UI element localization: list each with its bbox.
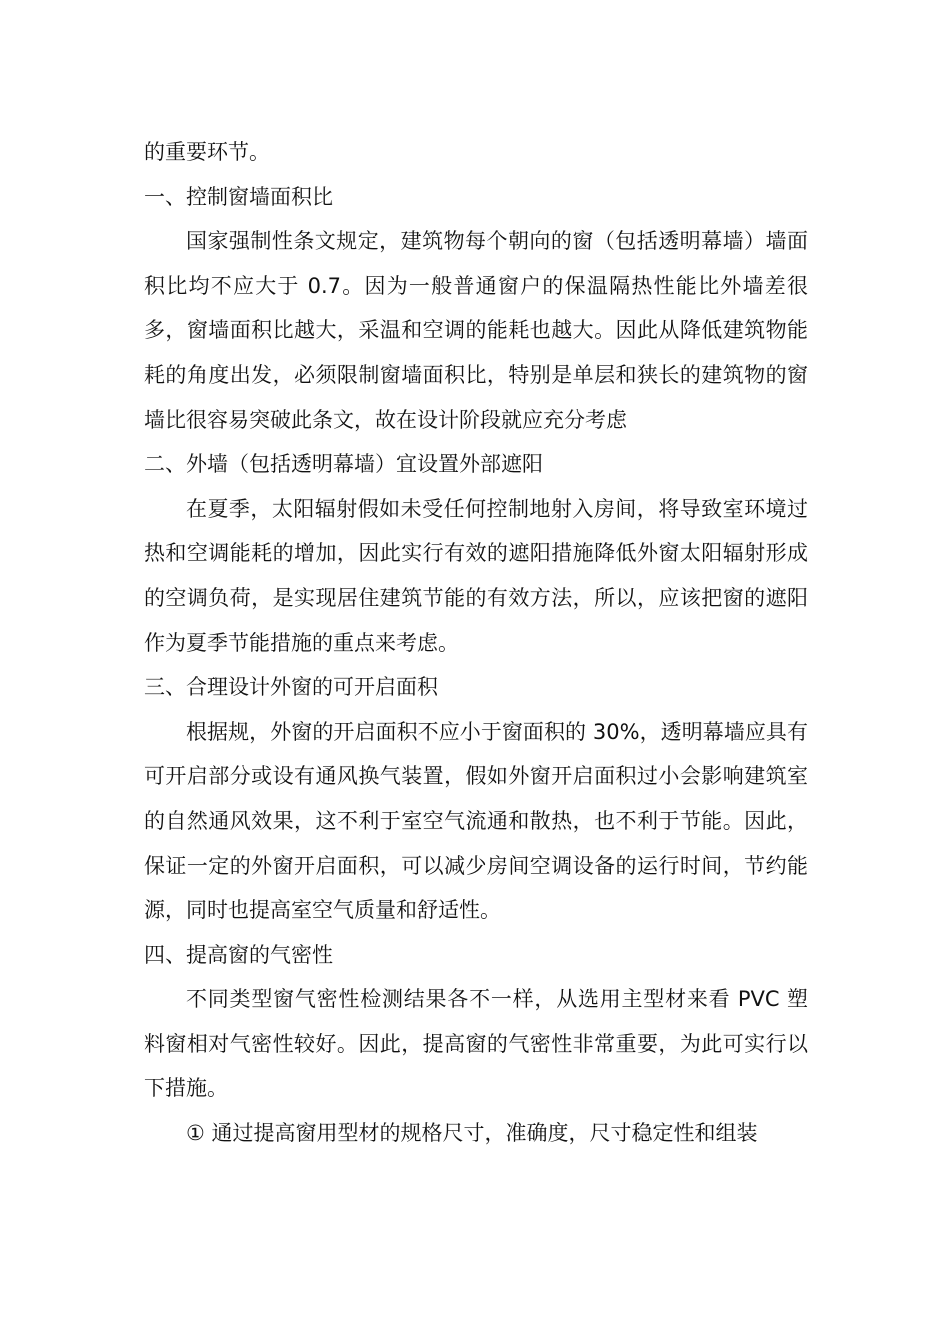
- paragraph-external-shading: 在夏季，太阳辐射假如未受任何控制地射入房间，将导致室环境过热和空调能耗的增加，因此实行有效的遮阳措施降低外窗太阳辐射形成的空调负荷，是实现居住建筑节能的有效方法，所以，应该把窗的遮阳作为夏季节能措施的重点来考虑。: [144, 496, 808, 655]
- paragraph-window-wall-ratio: 国家强制性条文规定，建筑物每个朝向的窗（包括透明幕墙）墙面积比均不应大于 0.7。因为一般普通窗户的保温隔热性能比外墙差很多，窗墙面积比越大，采温和空调的能耗也越大。因此从降低建筑物能耗的角度出发，必须限制窗墙面积比，特别是单层和狭长的建筑物的窗墙比很容易突破此条文，故在设计阶段就应充分考虑: [144, 229, 808, 432]
- document-body: [144, 130, 808, 1156]
- paragraph-openable-area: 根据规，外窗的开启面积不应小于窗面积的 30%，透明幕墙应具有可开启部分或设有通风换气装置，假如外窗开启面积过小会影响建筑室的自然通风效果，这不利于室空气流通和散热，也不利于节能。因此，保证一定的外窗开启面积，可以减少房间空调设备的运行时间，节约能源，同时也提高室空气质量和舒适性。: [144, 719, 808, 923]
- section-heading-1: 一、控制窗墙面积比: [144, 184, 333, 209]
- section-heading-2: 二、外墙（包括透明幕墙）宜设置外部遮阳: [144, 452, 543, 477]
- paragraph-airtightness: 不同类型窗气密性检测结果各不一样，从选用主型材来看 PVC 塑料窗相对气密性较好。因此，提高窗的气密性非常重要，为此可实行以下措施。: [144, 987, 808, 1101]
- list-item-measure-1: ① 通过提高窗用型材的规格尺寸，准确度，尺寸稳定性和组装: [186, 1121, 758, 1146]
- continuation-text: 的重要环节。: [144, 140, 270, 164]
- section-heading-3: 三、合理设计外窗的可开启面积: [144, 675, 438, 700]
- section-heading-4: 四、提高窗的气密性: [144, 942, 333, 967]
